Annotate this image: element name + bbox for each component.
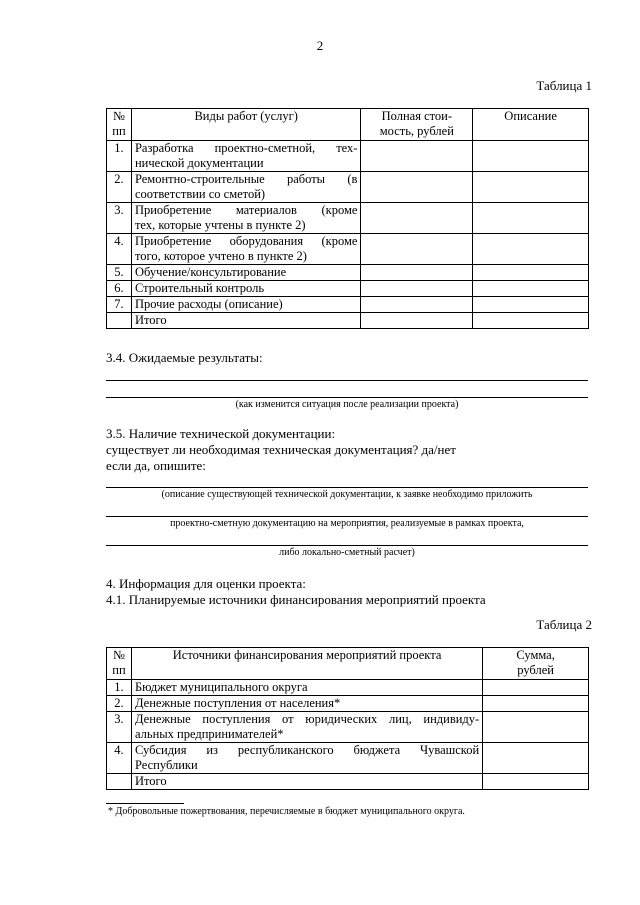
row-num: 7. <box>107 297 132 313</box>
section-3-5-heading: 3.5. Наличие технической документации: <box>106 426 336 441</box>
table-row <box>107 297 589 313</box>
section-3-4-note: (как изменится ситуация после реализации проекта) <box>235 399 459 410</box>
header-sum: Сумма, рублей <box>483 648 589 680</box>
header-num: № пп <box>107 109 132 141</box>
table-row <box>107 203 589 234</box>
row-work: Приобретение материалов (кроме тех, которые учтены в пункте 2) <box>131 203 360 234</box>
section-3-5-question: существует ли необходимая техническая документация? да/нет <box>106 442 456 457</box>
section-3-5-if-yes: если да, опишите: <box>106 458 206 473</box>
footnote: * Добровольные пожертвования, перечисляемые в бюджет муниципального округа. <box>108 806 465 817</box>
work-types-table <box>106 108 589 329</box>
row-desc-cell[interactable] <box>473 172 589 203</box>
table-row <box>107 696 589 712</box>
row-num: 3. <box>107 203 132 234</box>
row-source: Итого <box>131 774 482 790</box>
answer-line[interactable] <box>106 545 588 546</box>
row-work: Обучение/консультирование <box>131 265 360 281</box>
row-num <box>107 313 132 329</box>
row-source: Денежные поступления от населения* <box>131 696 482 712</box>
section-3-5-note-3: либо локально-сметный расчет) <box>279 547 415 558</box>
row-cost-cell[interactable] <box>361 281 473 297</box>
row-cost-cell[interactable] <box>361 297 473 313</box>
row-work: Строительный контроль <box>131 281 360 297</box>
footnote-separator <box>106 803 184 804</box>
table-row <box>107 172 589 203</box>
row-num <box>107 774 132 790</box>
section-3-5-note-1: (описание существующей технической документации, к заявке необходимо приложить <box>161 489 533 500</box>
row-desc-cell[interactable] <box>473 265 589 281</box>
row-work: Ремонтно-строительные работы (в соответствии со сметой) <box>131 172 360 203</box>
row-desc-cell[interactable] <box>473 281 589 297</box>
table-row <box>107 141 589 172</box>
row-cost-cell[interactable] <box>361 313 473 329</box>
table-row <box>107 265 589 281</box>
header-desc: Описание <box>473 109 589 141</box>
table-row <box>107 234 589 265</box>
header-cost: Полная стои- мость, рублей <box>361 109 473 141</box>
row-work: Прочие расходы (описание) <box>131 297 360 313</box>
table-row <box>107 680 589 696</box>
table-row <box>107 712 589 743</box>
row-num: 1. <box>107 680 132 696</box>
row-num: 2. <box>107 172 132 203</box>
header-work: Виды работ (услуг) <box>131 109 360 141</box>
answer-line[interactable] <box>106 380 588 381</box>
section-3-5-note-2: проектно-сметную документацию на мероприятия, реализуемые в рамках проекта, <box>170 518 524 529</box>
row-desc-cell[interactable] <box>473 203 589 234</box>
row-num: 1. <box>107 141 132 172</box>
section-4-1-heading: 4.1. Планируемые источники финансирования мероприятий проекта <box>106 592 486 607</box>
table1-caption: Таблица 1 <box>536 78 592 93</box>
header-num: № пп <box>107 648 132 680</box>
table-row <box>107 743 589 774</box>
answer-line[interactable] <box>106 516 588 517</box>
row-cost-cell[interactable] <box>361 172 473 203</box>
row-cost-cell[interactable] <box>361 141 473 172</box>
section-3-4-heading: 3.4. Ожидаемые результаты: <box>106 350 263 365</box>
row-sum-cell[interactable] <box>483 696 589 712</box>
row-num: 6. <box>107 281 132 297</box>
answer-line[interactable] <box>106 397 588 398</box>
row-desc-cell[interactable] <box>473 313 589 329</box>
row-sum-cell[interactable] <box>483 712 589 743</box>
row-cost-cell[interactable] <box>361 265 473 281</box>
row-num: 4. <box>107 234 132 265</box>
row-source: Субсидия из республиканского бюджета Чувашской Республики <box>131 743 482 774</box>
row-work: Разработка проектно-сметной, тех- нической документации <box>131 141 360 172</box>
answer-line[interactable] <box>106 487 588 488</box>
row-desc-cell[interactable] <box>473 141 589 172</box>
row-desc-cell[interactable] <box>473 297 589 313</box>
row-desc-cell[interactable] <box>473 234 589 265</box>
row-num: 3. <box>107 712 132 743</box>
row-work: Приобретение оборудования (кроме того, которое учтено в пункте 2) <box>131 234 360 265</box>
row-num: 2. <box>107 696 132 712</box>
row-cost-cell[interactable] <box>361 234 473 265</box>
row-num: 4. <box>107 743 132 774</box>
table2-caption: Таблица 2 <box>536 617 592 632</box>
row-num: 5. <box>107 265 132 281</box>
row-sum-cell[interactable] <box>483 680 589 696</box>
section-4-heading: 4. Информация для оценки проекта: <box>106 576 306 591</box>
row-source: Бюджет муниципального округа <box>131 680 482 696</box>
row-cost-cell[interactable] <box>361 203 473 234</box>
row-sum-cell[interactable] <box>483 743 589 774</box>
header-source: Источники финансирования мероприятий проекта <box>131 648 482 680</box>
funding-sources-table <box>106 647 589 790</box>
table-row-total <box>107 313 589 329</box>
page-number: 2 <box>316 38 324 53</box>
row-source: Денежные поступления от юридических лиц, индивиду- альных предпринимателей* <box>131 712 482 743</box>
table-row-total <box>107 774 589 790</box>
row-work: Итого <box>131 313 360 329</box>
table-row <box>107 281 589 297</box>
row-sum-cell[interactable] <box>483 774 589 790</box>
